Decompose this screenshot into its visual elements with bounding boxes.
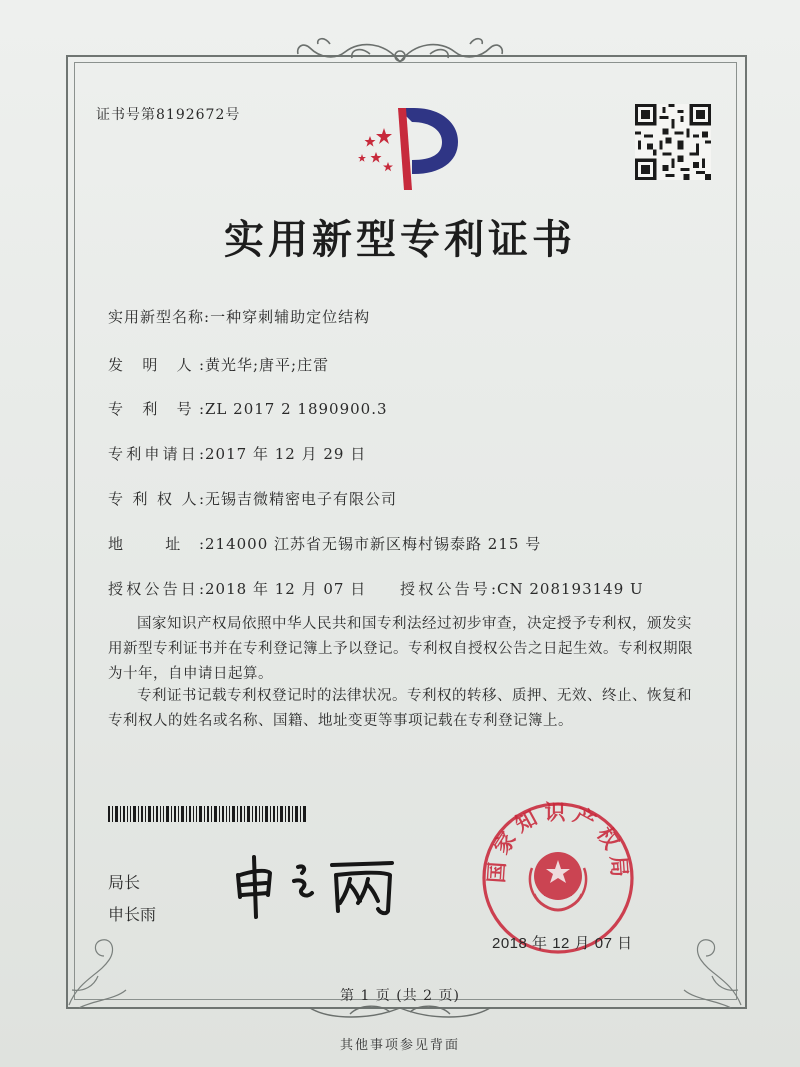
inventor-row	[108, 354, 329, 375]
patent-number-label: 专 利 号:	[108, 400, 205, 418]
patentee-label: 专 利 权 人:	[108, 490, 205, 508]
address-value: 214000 江苏省无锡市新区梅村锡泰路 215 号	[205, 535, 542, 553]
utility-model-name-row	[108, 306, 370, 327]
patentee-value: 无锡吉微精密电子有限公司	[205, 490, 398, 508]
page-number: 第 1 页 (共 2 页)	[340, 988, 460, 1004]
utility-model-name-value: 一种穿刺辅助定位结构	[210, 308, 371, 326]
qr-code[interactable]	[635, 104, 711, 180]
patent-number-row	[108, 398, 388, 419]
seal-date: 2018 年 12 月 07 日	[492, 935, 633, 952]
grant-number-value: CN 208193149 U	[497, 580, 644, 598]
filing-date-value: 2017 年 12 月 29 日	[205, 445, 367, 463]
svg-text:国家知识产权局: 国家知识产权局	[484, 800, 632, 884]
footer-note: 其他事项参见背面	[339, 1038, 460, 1053]
grant-number-row	[400, 578, 644, 599]
address-row	[108, 533, 541, 554]
barcode	[108, 806, 306, 822]
signatory-name: 申长雨	[108, 905, 157, 924]
inventor-value: 黄光华;唐平;庄雷	[205, 356, 330, 374]
grant-date-label: 授权公告日:	[108, 580, 205, 598]
handwritten-signature	[232, 845, 407, 920]
utility-model-name-label: 实用新型名称:	[108, 308, 211, 326]
signatory-title: 局长	[108, 873, 141, 892]
cnipa-logo-icon	[340, 100, 465, 195]
address-label: 地 址:	[108, 535, 205, 553]
grant-date-row	[108, 578, 366, 599]
certificate-title: 实用新型专利证书	[224, 216, 576, 263]
grant-statement-paragraph: 国家知识产权局依照中华人民共和国专利法经过初步审查，决定授予专利权，颁发实用新型专利证书并在专利登记簿上予以登记。专利权自授权公告之日起生效。专利权期限为十年，自申请日起算。	[108, 616, 693, 682]
patent-number-value: ZL 2017 2 1890900.3	[205, 400, 388, 418]
filing-date-label: 专利申请日:	[108, 445, 205, 463]
inventor-label: 发 明 人:	[108, 356, 205, 374]
top-ornament	[290, 32, 510, 72]
grant-date-value: 2018 年 12 月 07 日	[205, 580, 367, 598]
patentee-row	[108, 488, 397, 509]
legal-status-paragraph: 专利证书记载专利权登记时的法律状况。专利权的转移、质押、无效、终止、恢复和专利权人的姓名或名称、国籍、地址变更等事项记载在专利登记簿上。	[108, 688, 692, 729]
grant-number-label: 授权公告号:	[400, 580, 497, 598]
filing-date-row	[108, 443, 366, 464]
certificate-number: 证书号第8192672号	[96, 107, 241, 123]
